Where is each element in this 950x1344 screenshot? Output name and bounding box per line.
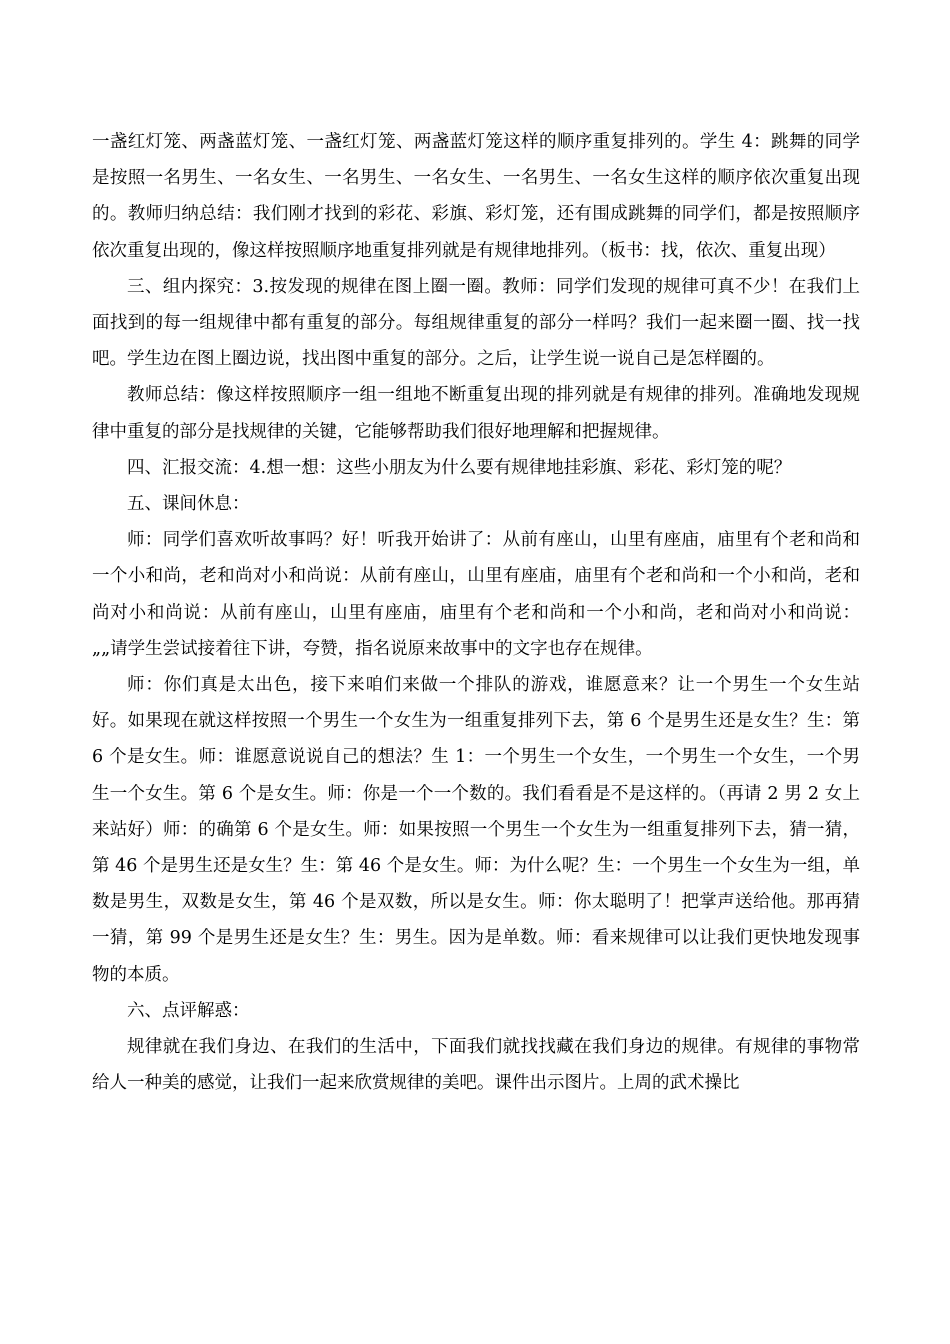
paragraph: 一盏红灯笼、两盏蓝灯笼、一盏红灯笼、两盏蓝灯笼这样的顺序重复排列的。学生 4：跳舞的同学是按照一名男生、一名女生、一名男生、一名女生、一名男生、一名女生这样的顺序依次重复出现的。教师归纳总结：我们刚才找到的彩花、彩旗、彩灯笼，还有围成跳舞的同学们，都是按照顺序依次重复出现的，像这样按照顺序地重复排列就是有规律地排列。（板书：找，依次、重复出现） [92, 132, 860, 261]
paragraph: 规律就在我们身边、在我们的生活中，下面我们就找找藏在我们身边的规律。有规律的事物常给人一种美的感觉，让我们一起来欣赏规律的美吧。课件出示图片。上周的武术操比 [92, 1037, 860, 1094]
paragraph: 三、组内探究：3.按发现的规律在图上圈一圈。教师：同学们发现的规律可真不少！在我们上面找到的每一组规律中都有重复的部分。每组规律重复的部分一样吗？我们一起来圈一圈、找一找吧。学生边在图上圈边说，找出图中重复的部分。之后，让学生说一说自己是怎样圈的。 [92, 276, 860, 370]
paragraph: 六、点评解惑： [127, 1000, 250, 1021]
paragraph: 四、汇报交流：4.想一想：这些小朋友为什么要有规律地挂彩旗、彩花、彩灯笼的呢？ [127, 457, 792, 478]
paragraph: 师：你们真是太出色，接下来咱们来做一个排队的游戏，谁愿意来？让一个男生一个女生站好。如果现在就这样按照一个男生一个女生为一组重复排列下去，第 6 个是男生还是女生？生：第 6 个是女生。师：谁愿意说说自己的想法？生 1：一个男生一个女生，一个男生一个女生，一个男生一个女生。第 6 个是女生。师：你是一个一个数的。我们看看是不是这样的。（再请 2 男 2 女上来站好）师：的确第 6 个是女生。师：如果按照一个男生一个女生为一组重复排列下去，猜一猜，第 46 个是男生还是女生？生：第 46 个是女生。师：为什么呢？生：一个男生一个女生为一组，单数是男生，双数是女生，第 46 个是双数，所以是女生。师：你太聪明了！把掌声送给他。那再猜一猜，第 99 个是男生还是女生？生：男生。因为是单数。师：看来规律可以让我们更快地发现事物的本质。 [92, 675, 860, 985]
paragraph: 五、课间休息： [127, 494, 250, 515]
paragraph: 师：同学们喜欢听故事吗？好！听我开始讲了：从前有座山，山里有座庙，庙里有个老和尚和一个小和尚，老和尚对小和尚说：从前有座山，山里有座庙，庙里有个老和尚和一个小和尚，老和尚对小和尚说：从前有座山，山里有座庙，庙里有个老和尚和一个小和尚，老和尚对小和尚说：„„请学生尝试接着往下讲，夸赞，指名说原来故事中的文字也存在规律。 [92, 530, 860, 659]
paragraph: 教师总结：像这样按照顺序一组一组地不断重复出现的排列就是有规律的排列。准确地发现规律中重复的部分是找规律的关键，它能够帮助我们很好地理解和把握规律。 [92, 385, 860, 442]
document-page [92, 124, 860, 1101]
